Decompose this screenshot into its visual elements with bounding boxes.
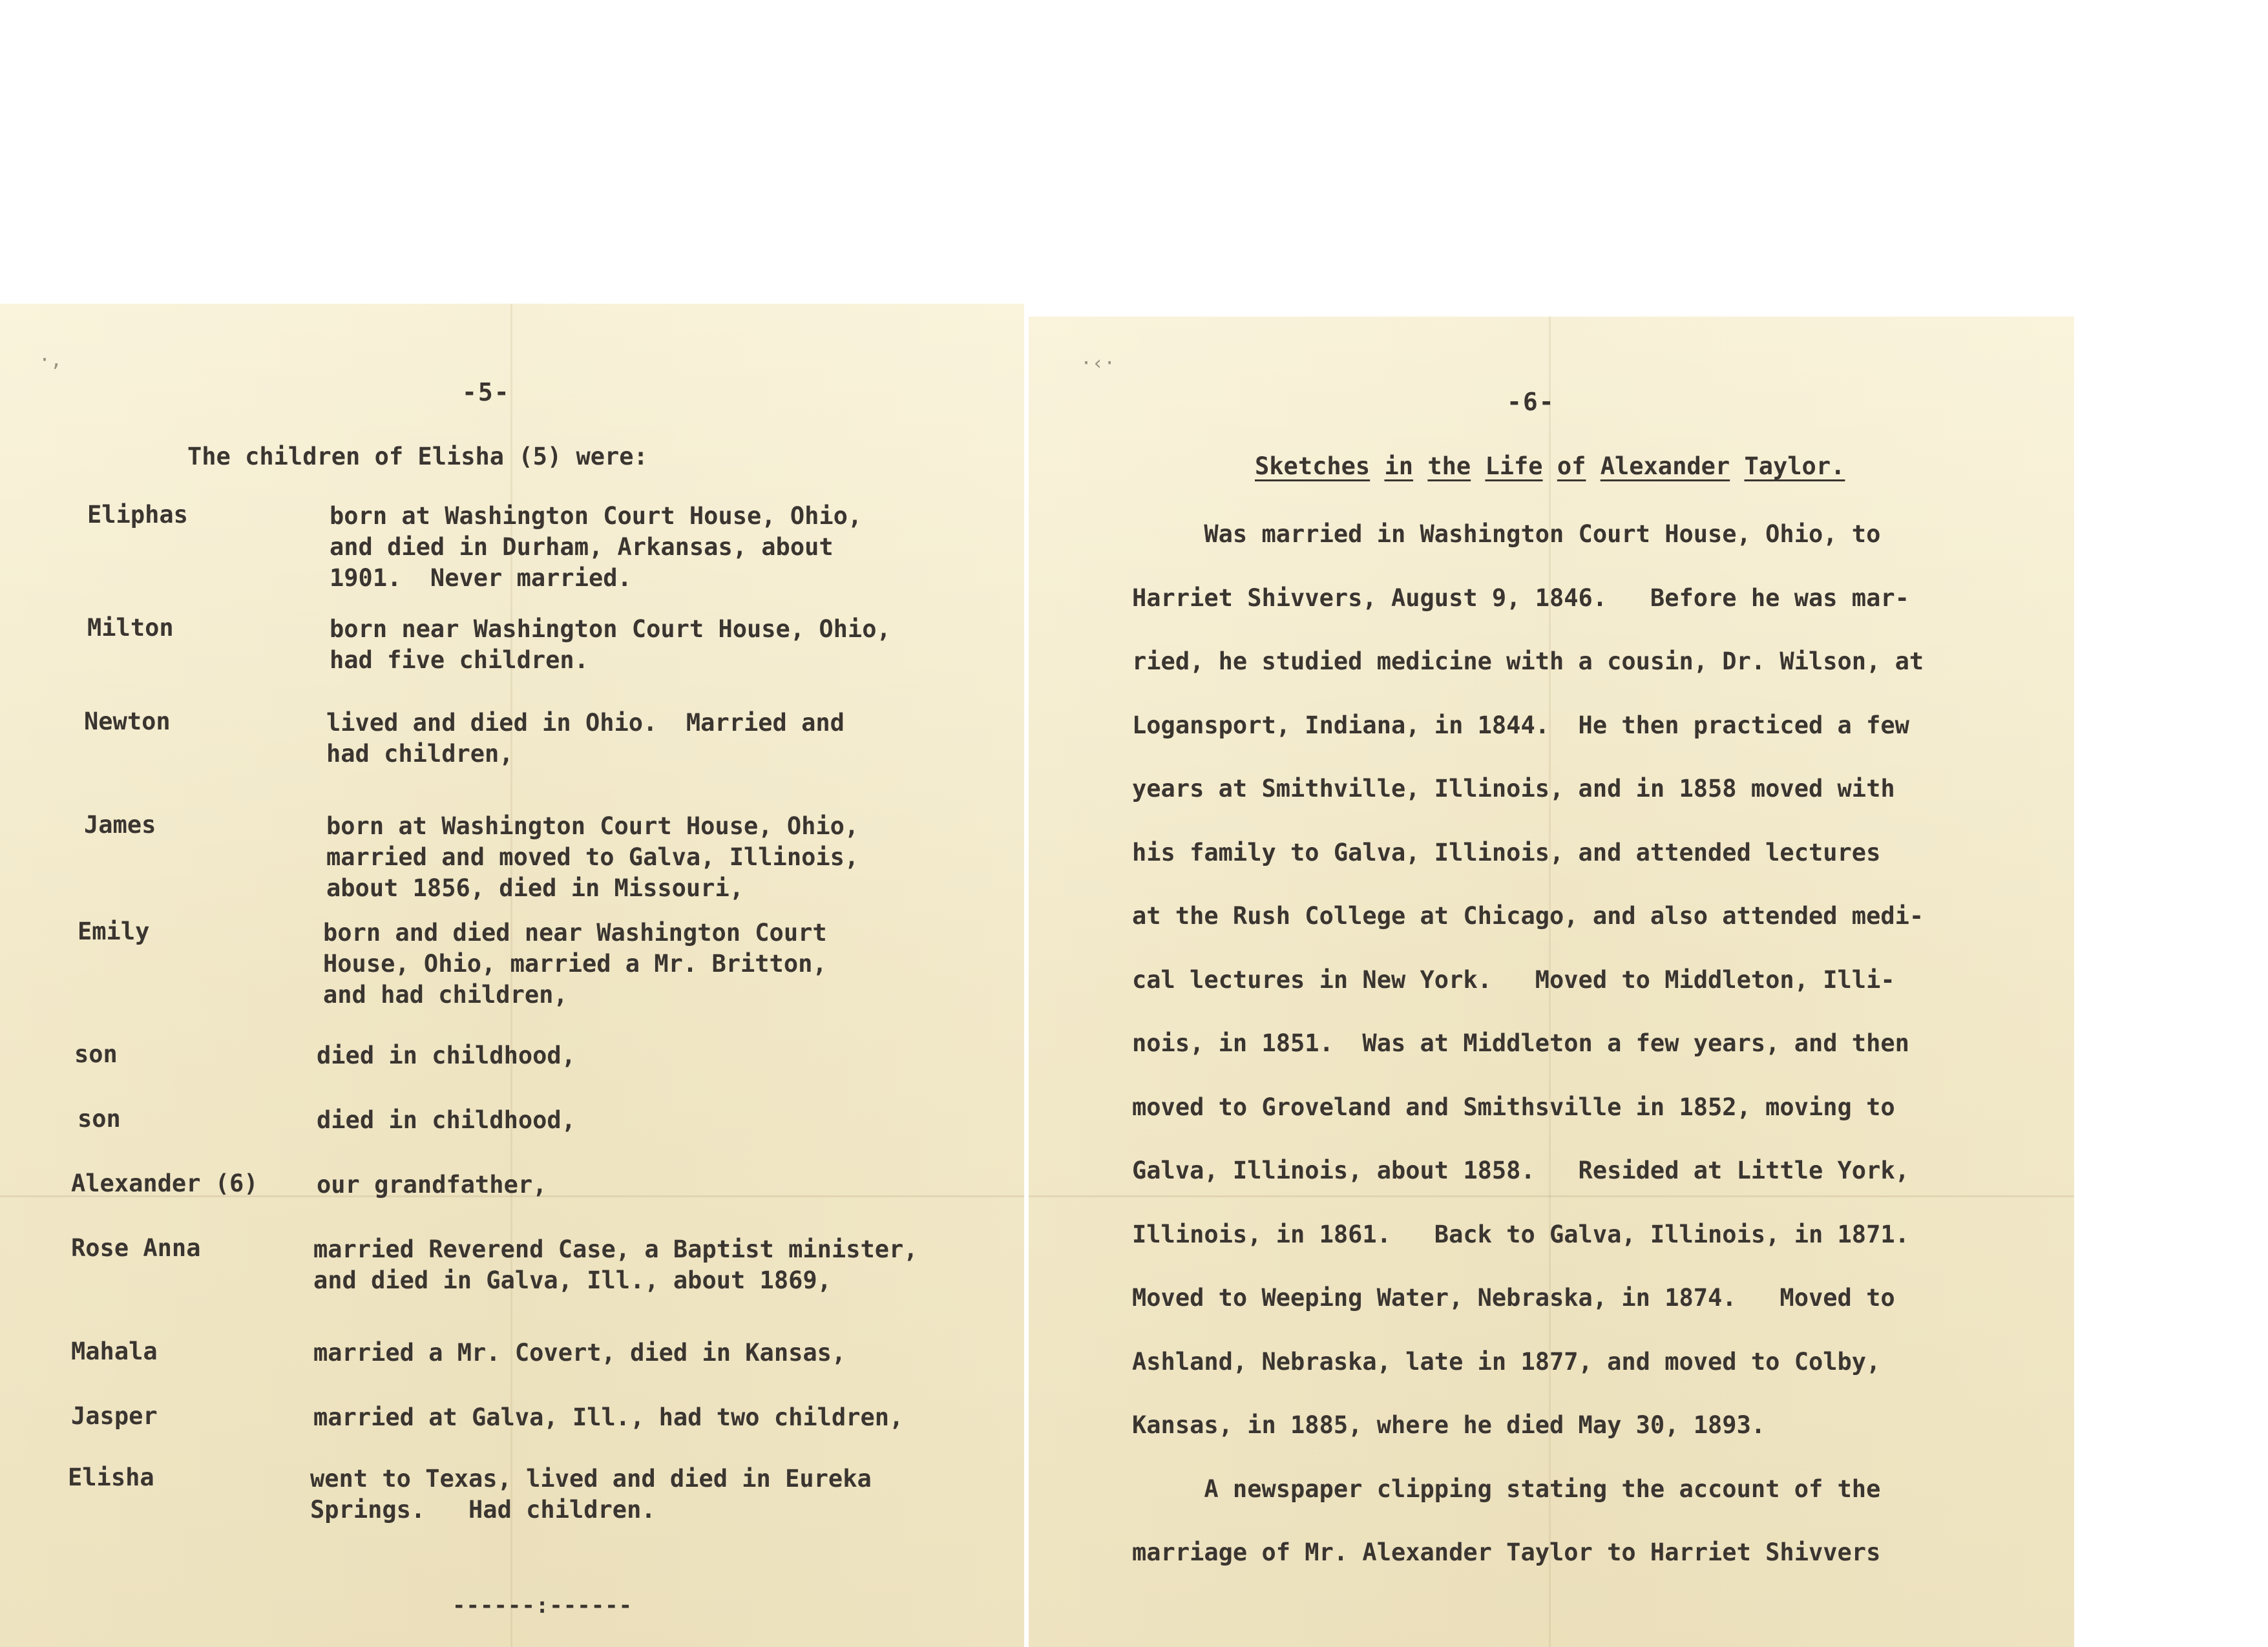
body-line: Moved to Weeping Water, Nebraska, in 1874. Moved to: [1132, 1284, 1895, 1312]
body-line: Logansport, Indiana, in 1844. He then practiced a few: [1132, 711, 1909, 739]
child-description: [310, 1463, 872, 1526]
body-line: Was married in Washington Court House, Ohio, to: [1132, 520, 1881, 548]
description-line: and died in Galva, Ill., about 1869,: [313, 1266, 832, 1294]
body-line: moved to Groveland and Smithsville in 1852, moving to: [1132, 1093, 1895, 1121]
child-description: [330, 501, 862, 594]
description-line: born near Washington Court House, Ohio,: [330, 615, 891, 643]
description-line: died in childhood,: [317, 1042, 576, 1069]
fold-line: [1029, 1195, 2074, 1197]
description-line: House, Ohio, married a Mr. Britton,: [323, 950, 827, 978]
description-line: married a Mr. Covert, died in Kansas,: [313, 1339, 846, 1367]
page-number: -5-: [462, 378, 510, 406]
description-line: had children,: [326, 740, 514, 768]
description-line: Springs. Had children.: [310, 1496, 656, 1524]
title-word: Sketches: [1255, 452, 1370, 480]
description-line: lived and died in Ohio. Married and: [326, 709, 845, 737]
description-line: went to Texas, lived and died in Eureka: [310, 1465, 872, 1493]
sketch-title: [1255, 452, 1845, 480]
child-name: Jasper: [71, 1402, 158, 1430]
description-line: died in childhood,: [317, 1106, 576, 1134]
child-description: [330, 614, 891, 676]
body-line: cal lectures in New York. Moved to Middleton, Illi-: [1132, 965, 1895, 994]
child-description: [313, 1234, 918, 1296]
body-line: Harriet Shivvers, August 9, 1846. Before he was mar-: [1132, 583, 1909, 612]
description-line: about 1856, died in Missouri,: [326, 874, 744, 902]
body-line: Illinois, in 1861. Back to Galva, Illinois, in 1871.: [1132, 1220, 1909, 1248]
child-name: son: [78, 1105, 121, 1133]
description-line: and had children,: [323, 981, 568, 1009]
body-line: Galva, Illinois, about 1858. Resided at Little York,: [1132, 1157, 1909, 1184]
page-number: -6-: [1507, 388, 1555, 416]
child-description: [313, 1338, 846, 1369]
description-line: married Reverend Case, a Baptist minister,: [313, 1235, 918, 1263]
title-word: Alexander: [1600, 452, 1730, 480]
title-word: the: [1427, 452, 1471, 480]
child-name: Alexander (6): [71, 1170, 258, 1197]
description-line: and died in Durham, Arkansas, about: [330, 533, 834, 561]
paper-mark: ·‹·: [1080, 352, 1116, 375]
child-name: Newton: [84, 708, 171, 735]
body-line: at the Rush College at Chicago, and also attended medi-: [1132, 902, 1924, 930]
page-heading: The children of Elisha (5) were:: [187, 443, 648, 470]
child-description: [323, 918, 827, 1011]
body-line: marriage of Mr. Alexander Taylor to Harriet Shivvers: [1132, 1538, 1881, 1566]
closing-mark: ------:------: [452, 1593, 633, 1619]
child-description: [317, 1105, 576, 1136]
body-line: nois, in 1851. Was at Middleton a few years, and then: [1132, 1029, 1909, 1057]
child-name: Emily: [78, 918, 150, 945]
body-line: his family to Galva, Illinois, and attended lectures: [1132, 838, 1881, 866]
child-name: Mahala: [71, 1338, 158, 1365]
body-line: Ashland, Nebraska, late in 1877, and moved to Colby,: [1132, 1347, 1881, 1376]
child-description: [326, 708, 845, 770]
child-name: Eliphas: [87, 501, 188, 529]
body-line: ried, he studied medicine with a cousin, Dr. Wilson, at: [1132, 647, 1924, 675]
description-line: born and died near Washington Court: [323, 919, 827, 947]
description-line: born at Washington Court House, Ohio,: [330, 502, 863, 530]
description-line: born at Washington Court House, Ohio,: [326, 812, 859, 840]
right-page: [1029, 317, 2074, 1647]
title-word: Life: [1485, 452, 1543, 480]
left-page: [0, 304, 1024, 1647]
description-line: married at Galva, Ill., had two children,: [313, 1403, 904, 1431]
title-word: Taylor.: [1744, 452, 1845, 480]
child-description: [317, 1170, 547, 1201]
child-name: James: [84, 811, 156, 839]
child-name: Elisha: [68, 1463, 154, 1491]
child-name: Rose Anna: [71, 1234, 201, 1262]
description-line: 1901. Never married.: [330, 564, 632, 592]
child-description: [313, 1402, 903, 1433]
child-name: Milton: [87, 614, 174, 642]
body-line: years at Smithville, Illinois, and in 1858 moved with: [1132, 775, 1895, 803]
title-word: of: [1557, 452, 1586, 480]
description-line: had five children.: [330, 646, 589, 674]
title-word: in: [1384, 452, 1414, 480]
child-description: [326, 811, 859, 904]
child-description: [317, 1040, 576, 1071]
body-line: Kansas, in 1885, where he died May 30, 1893.: [1132, 1411, 1766, 1439]
paper-mark: ·,: [39, 349, 63, 372]
body-line: A newspaper clipping stating the account of the: [1132, 1474, 1881, 1503]
description-line: our grandfather,: [317, 1171, 547, 1199]
description-line: married and moved to Galva, Illinois,: [326, 843, 859, 871]
child-name: son: [74, 1040, 118, 1068]
